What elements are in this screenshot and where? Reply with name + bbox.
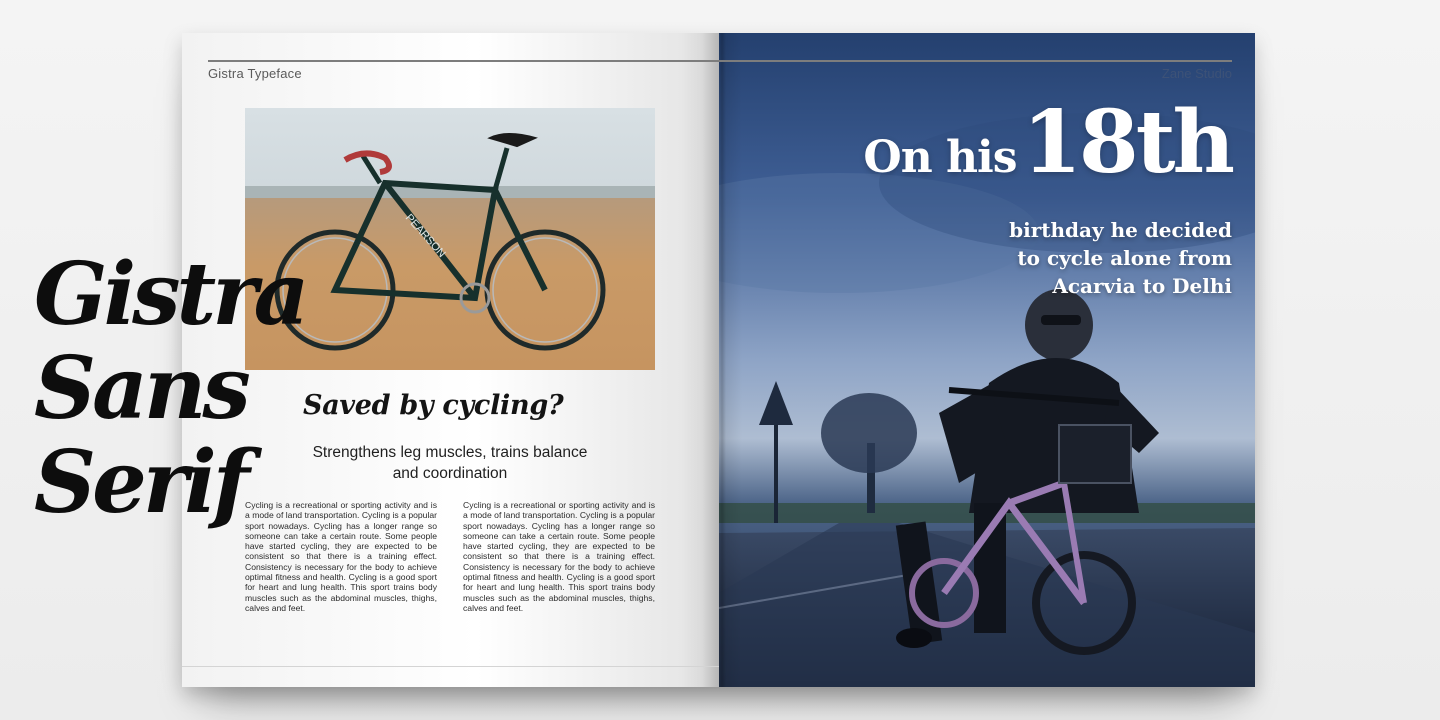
headline-line-2: to cycle alone from <box>1017 246 1232 270</box>
deck-text: Strengthens leg muscles, trains balance and coordination <box>312 444 588 482</box>
footer-rule <box>182 666 719 667</box>
title-line-3: Serif <box>34 432 246 533</box>
body-column-1: Cycling is a recreational or sporting activity and is a mode of land transportation. Cycling is a popular sport nowadays. Cycling has a longer range so someone can take a certain route. Some people have started cycling, they are expected to be consistent so that there is a training effect. Consistency is necessary for the body to achieve optimal fitness and health. Cycling is a good sport for heart and lung health. This sport trains body muscles such as the abdominal muscles, thighs, calves and feet. <box>245 500 437 613</box>
feature-title <box>34 244 306 533</box>
running-head-left: Gistra Typeface <box>208 66 302 81</box>
photo-headline <box>863 92 1232 193</box>
headline-big: 18th <box>1022 92 1232 193</box>
body-column-2: Cycling is a recreational or sporting activity and is a mode of land transportation. Cycling is a popular sport nowadays. Cycling has a longer range so someone can take a certain route. Some people have started cycling, they are expected to be consistent so that there is a training effect. Consistency is necessary for the body to achieve optimal fitness and health. Cycling is a good sport for heart and lung health. This sport trains body muscles such as the abdominal muscles, thighs, calves and feet. <box>463 500 655 613</box>
subheading: Saved by cycling? <box>303 390 564 421</box>
running-head-right: Zane Studio <box>1161 66 1232 81</box>
header-rule <box>208 60 1232 62</box>
title-line-2: Sans <box>34 338 247 439</box>
frame-brand: PEARSON <box>402 211 448 260</box>
spine-shadow <box>702 33 742 687</box>
headline-line-3: Acarvia to Delhi <box>1052 274 1232 298</box>
headline-line-1: birthday he decided <box>1009 218 1232 242</box>
bicycle-photo <box>245 108 655 370</box>
headline-continuation <box>952 216 1232 300</box>
title-line-1: Gistra <box>34 244 306 345</box>
headline-small: On his <box>863 132 1017 183</box>
